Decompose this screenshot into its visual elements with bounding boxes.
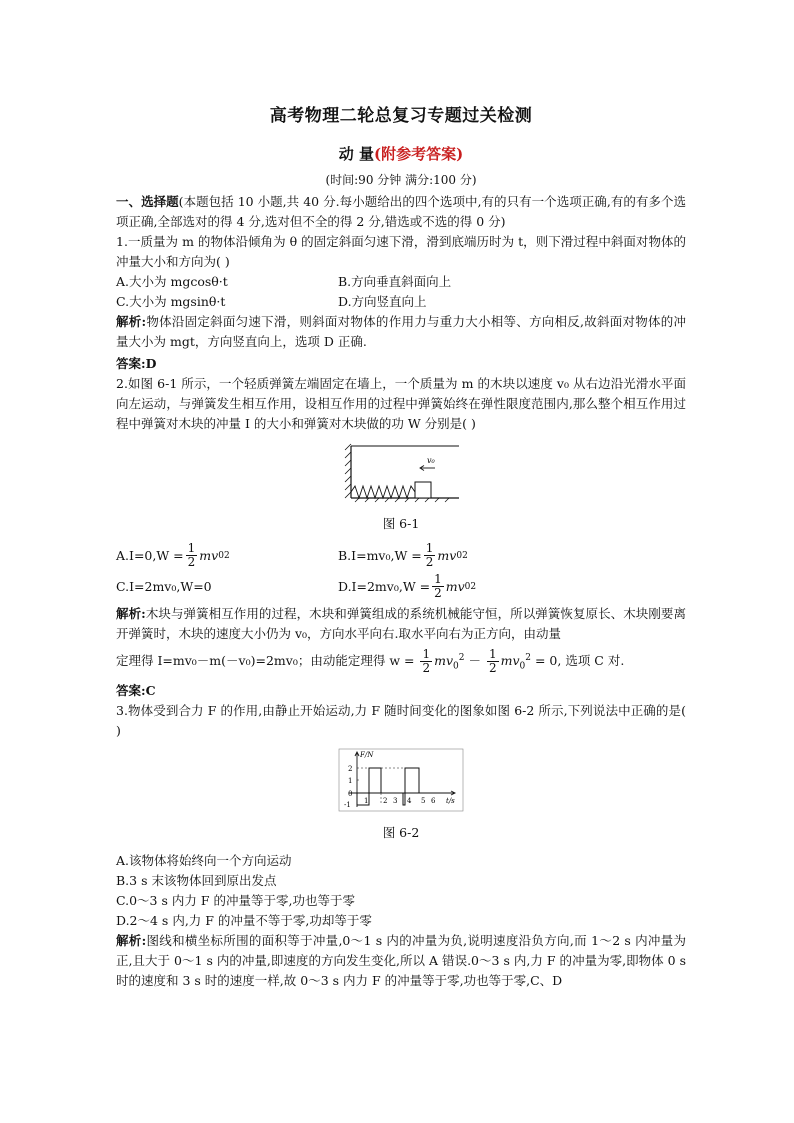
q3-option-c: C.0～3 s 内力 F 的冲量等于零,功也等于零 <box>116 892 355 908</box>
q2-options-row1 <box>116 542 686 569</box>
figure-6-1-caption: 图 6-1 <box>382 516 420 531</box>
figure-6-1 <box>116 440 686 512</box>
subtitle-answer-note: (附参考答案) <box>374 145 464 163</box>
q1-analysis: 解析:物体沿固定斜面匀速下滑，则斜面对物体的作用力与重力大小相等、方向相反,故斜面对物体的冲量大小为 mgt，方向竖直向上，选项 D 正确. <box>116 314 686 349</box>
q2-answer: 答案:C <box>116 682 156 698</box>
q1-answer: 答案:D <box>116 356 157 371</box>
svg-text:1: 1 <box>364 796 369 805</box>
block <box>415 482 431 498</box>
q1-option-b: B.方向垂直斜面向上 <box>338 274 452 289</box>
q2-stem: 2.如图 6-1 所示，一个轻质弹簧左端固定在墙上，一个质量为 m 的木块以速度 v₀ 从右边沿光滑水平面向左运动，与弹簧发生相互作用，设相互作用的过程中弹簧始终在弹性限度范围内,那么整个相互作用过程中弹簧对木块的冲量 I 的大小和弹簧对木块做的功 W 分别是( ) <box>116 376 686 431</box>
spring <box>351 486 415 498</box>
figure-6-2-caption: 图 6-2 <box>382 824 420 840</box>
q1-option-a: A.大小为 mgcosθ·t <box>116 274 228 289</box>
section-heading: 一、选择题(本题包括 10 小题,共 40 分.每小题给出的四个选项中,有的只有一个选项正确,有的有多个选项正确,全部选对的得 4 分,选对但不全的得 2 分,错选或不选的得 0 分) <box>116 194 686 229</box>
svg-text:2: 2 <box>348 764 353 773</box>
q1-stem: 1.一质量为 m 的物体沿倾角为 θ 的固定斜面匀速下滑，滑到底端历时为 t，则下滑过程中斜面对物体的冲量大小和方向为( ) <box>116 234 686 269</box>
doc-subtitle <box>116 144 686 164</box>
q1-option-c: C.大小为 mgsinθ·t <box>116 294 226 309</box>
svg-text:t/s: t/s <box>446 796 455 805</box>
q2-option-b: B.I=mv₀,W = $\frac{1}{2}$ mv 0 2 <box>338 541 468 569</box>
svg-text:1: 1 <box>348 776 353 785</box>
q3-option-d: D.2～4 s 内,力 F 的冲量不等于零,功却等于零 <box>116 912 372 928</box>
q1-options-row1 <box>116 272 686 292</box>
svg-text:3: 3 <box>393 796 398 805</box>
figure-6-2 <box>116 747 686 821</box>
q3-option-a: A.该物体将始终向一个方向运动 <box>116 852 292 868</box>
q1-option-d: D.方向竖直向上 <box>338 294 427 309</box>
document-page <box>116 100 686 991</box>
q2-option-d: D.I=2mv₀,W = $\frac{1}{2}$ mv 0 2 <box>338 572 477 600</box>
q2-analysis-equation: 定理得 I=mv₀－m(－v₀)=2mv₀；由动能定理得 w = $\frac{1}{2}$ $mv_0^2$ － $\frac{1}{2}$ $mv_0^2 = 0$, 选项 C 对. <box>116 647 625 676</box>
q2-analysis: 解析:木块与弹簧相互作用的过程，木块和弹簧组成的系统机械能守恒，所以弹簧恢复原长、木块刚要离开弹簧时，木块的速度大小仍为 v₀，方向水平向右.取水平向右为正方向，由动量 <box>116 606 686 641</box>
velocity-label: v₀ <box>427 456 435 465</box>
q3-option-b: B.3 s 末该物体回到原出发点 <box>116 872 277 888</box>
subtitle-main: 动 量 <box>338 145 375 163</box>
svg-text:-1: -1 <box>344 800 351 809</box>
exam-info: (时间:90 分钟 满分:100 分) <box>325 173 477 187</box>
doc-title: 高考物理二轮总复习专题过关检测 <box>269 106 533 126</box>
force-curve <box>357 768 439 805</box>
q3-analysis: 解析:图线和横坐标所围的面积等于冲量,0～1 s 内的冲量为负,说明速度沿负方向,而 1～2 s 内冲量为正,且大于 0～1 s 内的冲量,即速度的方向发生变化,所以 A 错误.0～3 s 内,力 F 的冲量为零,即物体 0 s 时的速度和 3 s 时的速度一样,故 0～3 s 内力 F 的冲量等于零,功也等于零,C、D <box>116 932 686 988</box>
svg-text:2: 2 <box>383 796 388 805</box>
q2-option-a: A.I=0,W = $\frac{1}{2}$ mv 0 2 <box>116 541 230 569</box>
q1-options-row2 <box>116 292 686 312</box>
svg-text:5: 5 <box>421 796 426 805</box>
svg-text:4: 4 <box>407 796 412 805</box>
q3-stem: 3.物体受到合力 F 的作用,由静止开始运动,力 F 随时间变化的图象如图 6-2 所示,下列说法中正确的是( ) <box>116 702 686 738</box>
q2-option-c: C.I=2mv₀,W=0 <box>116 578 212 594</box>
force-time-graph <box>335 747 467 815</box>
svg-text:0: 0 <box>348 789 353 798</box>
q2-options-row2 <box>116 573 686 600</box>
svg-text:F/N: F/N <box>360 750 374 759</box>
svg-text:6: 6 <box>431 796 436 805</box>
spring-block-diagram <box>341 440 461 506</box>
